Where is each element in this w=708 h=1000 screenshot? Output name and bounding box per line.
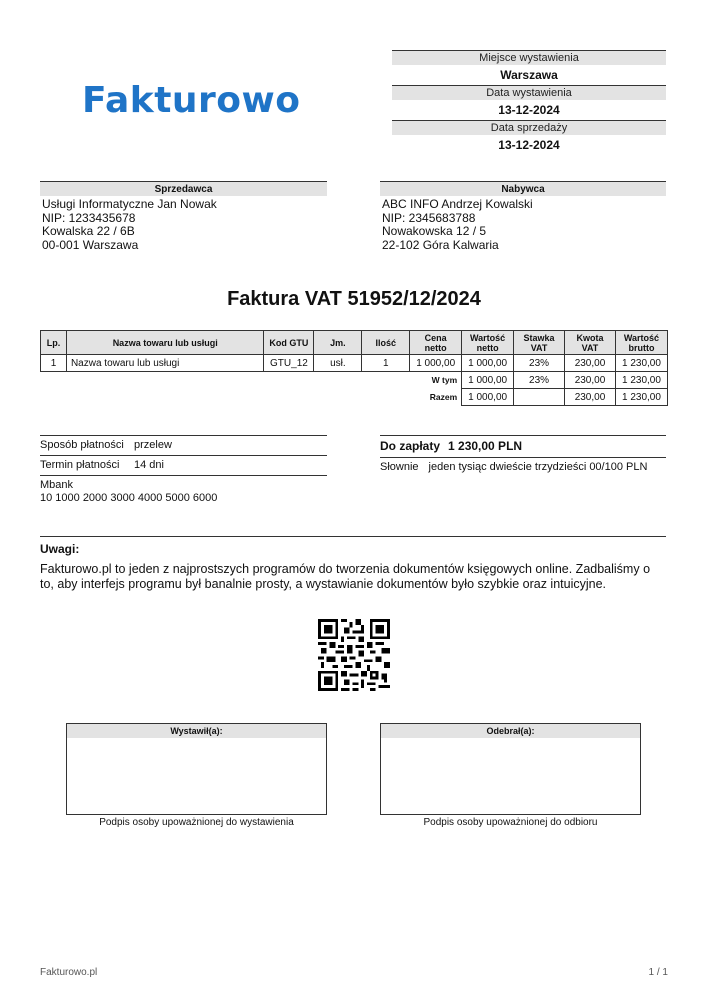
- buyer-city: 22-102 Góra Kalwaria: [382, 237, 499, 252]
- cell-gtu: GTU_12: [264, 355, 314, 372]
- received-signature-box: [380, 723, 641, 815]
- payment-term-row: [40, 455, 327, 475]
- razem-vat-rate: [514, 389, 565, 406]
- cell-net-value: 1 000,00: [462, 355, 514, 372]
- buyer-block: [380, 181, 666, 252]
- issued-header: Wystawił(a):: [67, 724, 326, 738]
- bank-info: [40, 475, 327, 505]
- page-number: 1 / 1: [648, 967, 668, 978]
- seller-nip: NIP: 1233435678: [42, 210, 136, 225]
- notes-section: [40, 536, 666, 592]
- summary-row-razem: [41, 389, 668, 406]
- wtym-net-value: 1 000,00: [462, 372, 514, 389]
- payment-method-label: Sposób płatności: [40, 439, 124, 451]
- cell-qty: 1: [362, 355, 410, 372]
- buyer-header: Nabywca: [380, 181, 666, 196]
- place-value: Warszawa: [500, 68, 558, 82]
- amount-due: [380, 435, 666, 457]
- footer-site: Fakturowo.pl: [40, 967, 98, 978]
- received-signature: [380, 723, 641, 828]
- amount-due-label: Do zapłaty: [380, 439, 441, 453]
- notes-text: Fakturowo.pl to jeden z najprostszych programów do tworzenia dokumentów księgowych online. Zadbaliśmy o to, aby interfejs programu był banalnie prosty, a wystawianie dokumentów było szybkie oraz intuicyjne.: [40, 562, 651, 591]
- wtym-vat-amount: 230,00: [565, 372, 616, 389]
- razem-label: Razem: [429, 392, 458, 402]
- table-header-row: [41, 331, 668, 355]
- col-net-value: Wartość netto: [462, 331, 514, 355]
- razem-net-value: 1 000,00: [462, 389, 514, 406]
- payment-method-value: przelew: [134, 439, 172, 451]
- col-gross-value: Wartość brutto: [615, 331, 667, 355]
- wtym-vat-rate: 23%: [514, 372, 565, 389]
- invoice-meta: [392, 50, 666, 155]
- cell-net-price: 1 000,00: [410, 355, 462, 372]
- col-lp: Lp.: [41, 331, 67, 355]
- cell-vat-rate: 23%: [514, 355, 565, 372]
- buyer-nip: NIP: 2345683788: [382, 210, 476, 225]
- summary-row-wtym: [41, 372, 668, 389]
- amount-due-value: 1 230,00 PLN: [448, 439, 523, 453]
- amount-words-value: jeden tysiąc dwieście trzydzieści 00/100 PLN: [428, 461, 648, 473]
- sale-date-label: Data sprzedaży: [392, 120, 666, 135]
- invoice-title: Faktura VAT 51952/12/2024: [227, 288, 481, 310]
- cell-unit: usł.: [314, 355, 362, 372]
- col-net-price: Cena netto: [410, 331, 462, 355]
- col-unit: Jm.: [314, 331, 362, 355]
- total-block: [380, 435, 666, 477]
- seller-city: 00-001 Warszawa: [42, 237, 139, 252]
- received-header: Odebrał(a):: [381, 724, 640, 738]
- seller-block: [40, 181, 327, 252]
- col-vat-amount: Kwota VAT: [565, 331, 616, 355]
- notes-header: Uwagi:: [40, 542, 80, 556]
- col-name: Nazwa towaru lub usługi: [66, 331, 264, 355]
- company-logo: Fakturowo: [82, 80, 301, 121]
- place-label: Miejsce wystawienia: [392, 50, 666, 65]
- wtym-label: W tym: [431, 375, 458, 386]
- sale-date-value: 13-12-2024: [498, 138, 560, 152]
- issue-date-label: Data wystawienia: [392, 85, 666, 100]
- razem-vat-amount: 230,00: [565, 389, 616, 406]
- col-gtu: Kod GTU: [264, 331, 314, 355]
- qr-code-icon: [318, 619, 390, 691]
- bank-account: 10 1000 2000 3000 4000 5000 6000: [40, 492, 218, 504]
- cell-vat-amount: 230,00: [565, 355, 616, 372]
- received-caption: Podpis osoby upoważnionej do odbioru: [423, 817, 598, 828]
- issued-signature: [66, 723, 327, 828]
- col-vat-rate: Stawka VAT: [514, 331, 565, 355]
- amount-words-label: Słownie: [380, 461, 419, 473]
- table-row: [41, 355, 668, 372]
- cell-name: Nazwa towaru lub usługi: [66, 355, 264, 372]
- items-table: [40, 330, 668, 406]
- seller-header: Sprzedawca: [40, 181, 327, 196]
- buyer-name: ABC INFO Andrzej Kowalski: [382, 197, 533, 211]
- wtym-gross-value: 1 230,00: [615, 372, 667, 389]
- seller-street: Kowalska 22 / 6B: [42, 224, 135, 238]
- payment-details: [40, 435, 327, 505]
- cell-lp: 1: [41, 355, 67, 372]
- cell-gross-value: 1 230,00: [615, 355, 667, 372]
- payment-method-row: [40, 435, 327, 455]
- payment-term-value: 14 dni: [134, 459, 164, 471]
- bank-name: Mbank: [40, 479, 74, 491]
- issued-signature-box: [66, 723, 327, 815]
- col-qty: Ilość: [362, 331, 410, 355]
- payment-term-label: Termin płatności: [40, 459, 120, 471]
- buyer-street: Nowakowska 12 / 5: [382, 224, 487, 238]
- seller-name: Usługi Informatyczne Jan Nowak: [42, 197, 217, 211]
- razem-gross-value: 1 230,00: [615, 389, 667, 406]
- issued-caption: Podpis osoby upoważnionej do wystawienia: [99, 817, 294, 828]
- issue-date-value: 13-12-2024: [498, 103, 560, 117]
- amount-in-words: [380, 457, 666, 477]
